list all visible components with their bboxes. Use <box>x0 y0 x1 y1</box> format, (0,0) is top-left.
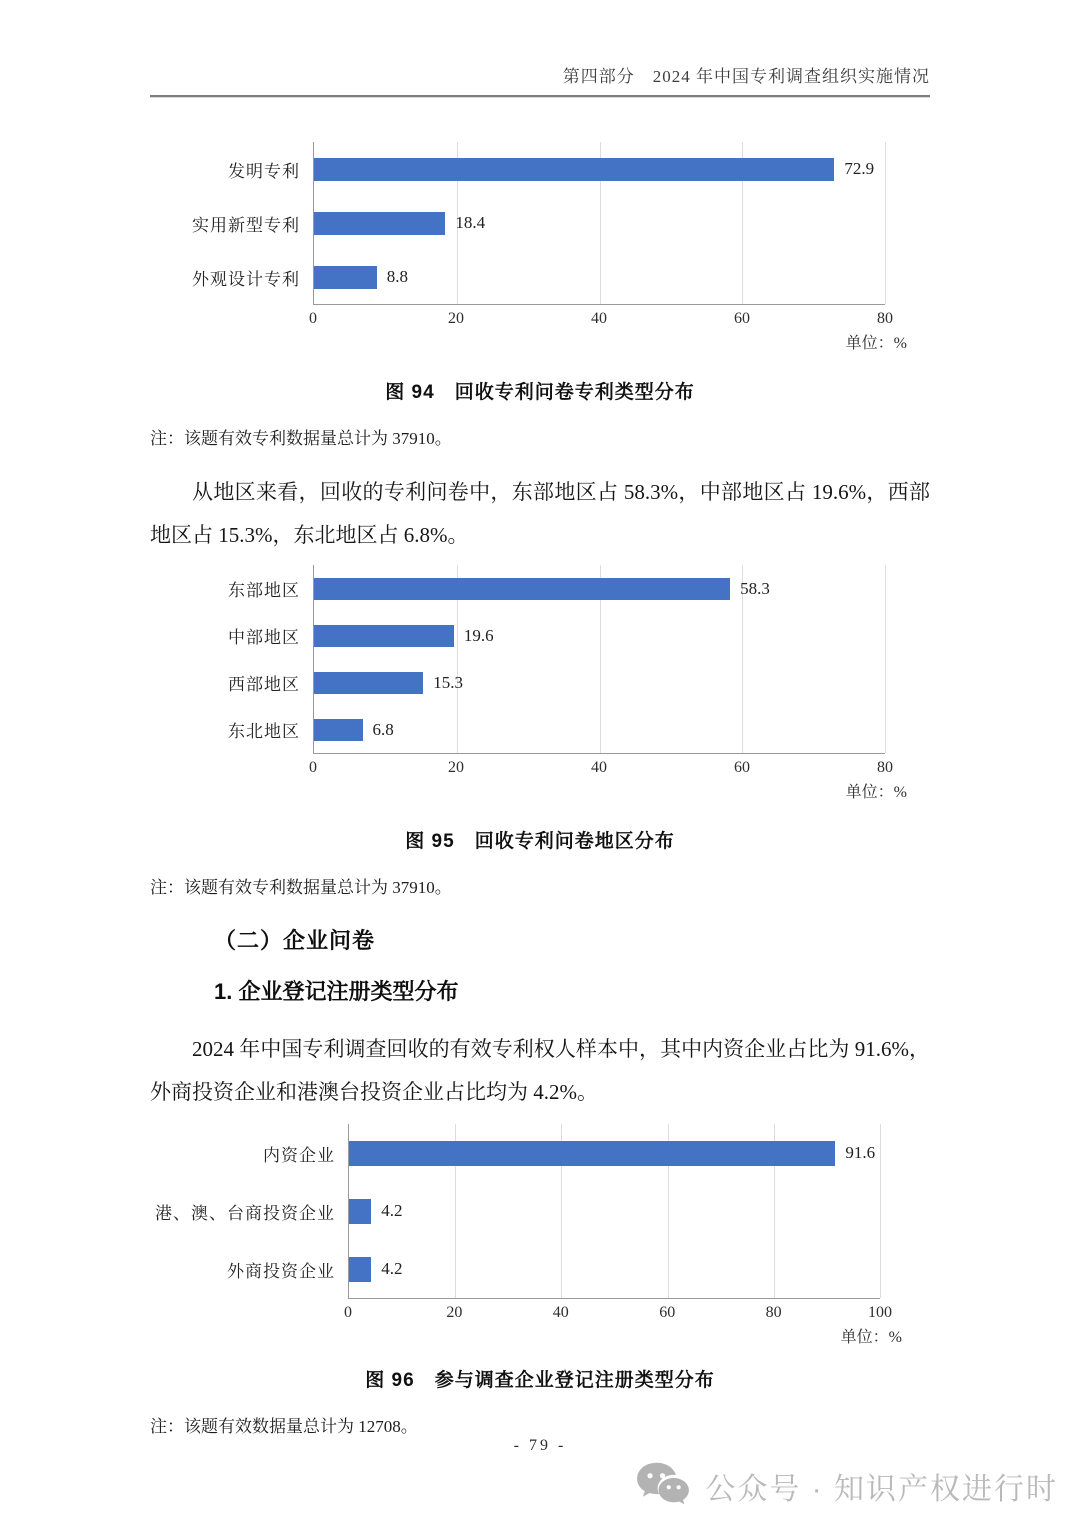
value-label: 91.6 <box>845 1143 876 1162</box>
gridline <box>885 565 886 753</box>
wechat-icon <box>634 1461 692 1511</box>
chart-row <box>192 196 885 250</box>
plot-area <box>228 565 885 754</box>
axis-tick-label: 20 <box>448 759 464 776</box>
gridline <box>885 142 886 304</box>
paragraph-enterprise-sample: 2024 年中国专利调查回收的有效专利权人样本中，其中内资企业占比为 91.6%，外商投资企业和港澳台投资企业占比均为 4.2%。 <box>150 1037 930 1104</box>
category-label: 内资企业 <box>263 1145 335 1165</box>
figure-94-bar-chart <box>150 142 930 353</box>
axis-tick-label: 80 <box>877 759 893 776</box>
bar <box>349 1257 371 1282</box>
chart-row <box>228 659 885 706</box>
category-label: 外观设计专利 <box>192 269 300 289</box>
watermark <box>634 1461 1058 1511</box>
paragraph-region-distribution: 从地区来看，回收的专利问卷中，东部地区占 58.3%，中部地区占 19.6%，西部地区占 15.3%，东北地区占 6.8%。 <box>150 480 930 547</box>
watermark-text: 公众号 · 知识产权进行时 <box>705 1473 1058 1506</box>
value-label: 19.6 <box>463 625 494 645</box>
chart-row <box>228 142 885 196</box>
value-label: 18.4 <box>455 213 486 232</box>
value-label: 4.2 <box>381 1201 403 1220</box>
unit-label: 单位：% <box>840 1329 902 1346</box>
axis-tick-label: 40 <box>552 1304 569 1321</box>
figure-94-caption: 图 94 回收专利问卷专利类型分布 <box>385 382 695 403</box>
plot-area <box>155 1124 880 1299</box>
unit-label: 单位：% <box>845 335 907 352</box>
chart-row <box>192 250 885 304</box>
figure-96-caption: 图 96 参与调查企业登记注册类型分布 <box>365 1370 715 1391</box>
x-axis-ticks <box>309 754 893 779</box>
category-label: 西部地区 <box>228 675 300 694</box>
axis-tick-label: 0 <box>344 1304 352 1321</box>
value-label: 4.2 <box>381 1259 403 1278</box>
axis-tick-label: 80 <box>765 1304 782 1321</box>
axis-tick-label: 60 <box>659 1304 676 1321</box>
chart-row <box>263 1124 880 1182</box>
figure-94-note: 注：该题有效专利数据量总计为 37910。 <box>150 429 452 448</box>
page-content <box>150 142 930 1437</box>
bar <box>349 1141 835 1166</box>
bar <box>314 672 423 694</box>
figure-95-note: 注：该题有效专利数据量总计为 37910。 <box>150 878 452 897</box>
gridline <box>880 1124 881 1298</box>
value-label: 72.9 <box>844 159 875 178</box>
header-rule <box>150 95 930 98</box>
bar <box>349 1199 371 1224</box>
bar <box>314 578 730 600</box>
chart-row <box>155 1182 880 1240</box>
chart-row <box>228 612 885 659</box>
chart-row <box>228 706 885 753</box>
value-label: 15.3 <box>433 672 463 692</box>
axis-tick-label: 0 <box>309 310 317 327</box>
value-label: 58.3 <box>740 578 770 598</box>
bar <box>314 625 454 647</box>
axis-tick-label: 40 <box>591 759 607 776</box>
value-label: 8.8 <box>386 267 409 286</box>
section-heading-enterprise-questionnaire: （二）企业问卷 <box>214 928 376 953</box>
axis-tick-label: 60 <box>734 759 750 776</box>
category-label: 外商投资企业 <box>227 1261 335 1281</box>
page-header <box>150 62 930 98</box>
page-header-title: 第四部分 2024 年中国专利调查组织实施情况 <box>562 67 930 86</box>
chart-row <box>228 565 885 612</box>
axis-tick-label: 0 <box>309 759 317 776</box>
category-label: 实用新型专利 <box>192 215 300 235</box>
bar <box>314 719 363 741</box>
figure-96-bar-chart <box>150 1124 930 1347</box>
axis-tick-label: 20 <box>446 1304 463 1321</box>
figure-95-bar-chart <box>150 565 930 802</box>
value-label: 6.8 <box>372 719 394 739</box>
axis-tick-label: 80 <box>877 310 893 327</box>
figure-96-note: 注：该题有效数据量总计为 12708。 <box>150 1417 418 1436</box>
x-axis-ticks <box>309 305 893 330</box>
bar <box>314 266 377 289</box>
page-number: - 79 - <box>513 1437 567 1454</box>
category-label: 中部地区 <box>228 628 300 647</box>
category-label: 东部地区 <box>228 581 300 600</box>
x-axis-ticks <box>344 1299 892 1324</box>
bar <box>314 158 834 181</box>
plot-area <box>192 142 885 305</box>
category-label: 东北地区 <box>228 722 300 741</box>
figure-95-caption: 图 95 回收专利问卷地区分布 <box>405 831 675 852</box>
category-label: 发明专利 <box>228 161 300 181</box>
axis-tick-label: 20 <box>448 310 464 327</box>
axis-tick-label: 60 <box>734 310 750 327</box>
axis-tick-label: 40 <box>591 310 607 327</box>
subsection-heading-registration-type: 1. 企业登记注册类型分布 <box>214 979 459 1004</box>
bar <box>314 212 445 235</box>
axis-tick-label: 100 <box>868 1304 892 1321</box>
chart-row <box>227 1240 880 1298</box>
unit-label: 单位：% <box>845 784 907 801</box>
category-label: 港、澳、台商投资企业 <box>155 1203 335 1223</box>
